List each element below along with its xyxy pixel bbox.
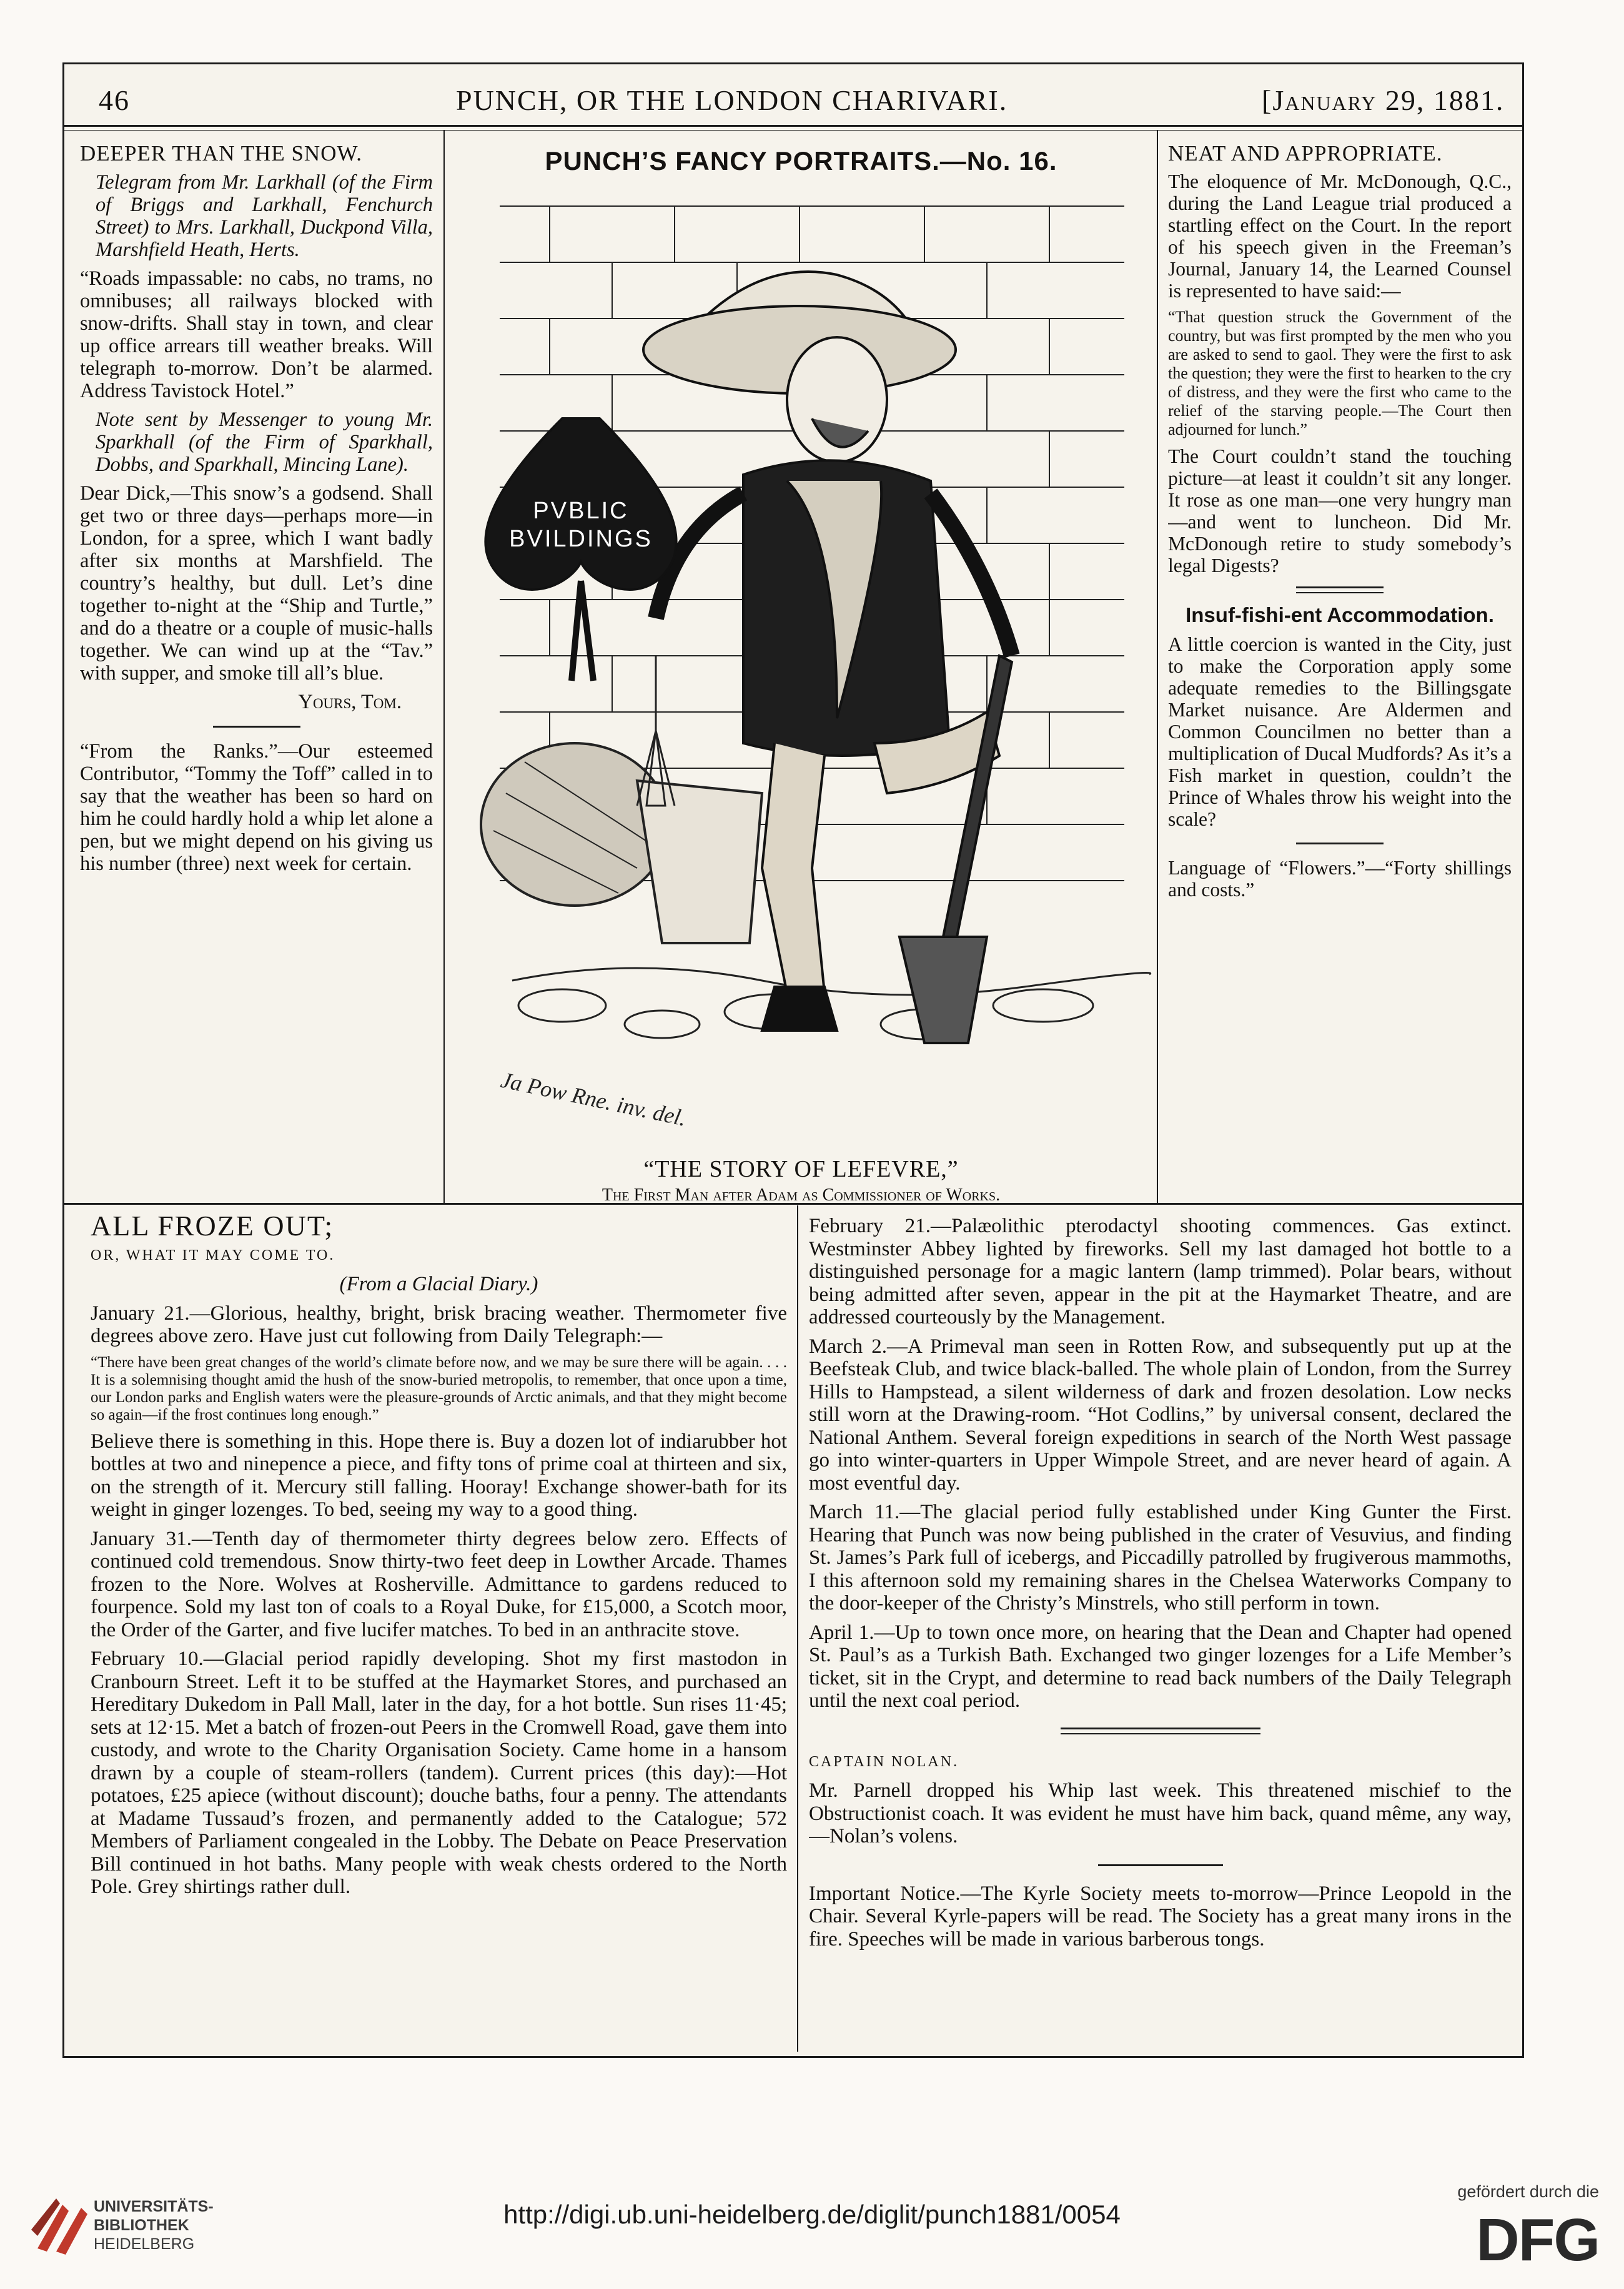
header-rule-thin: [62, 130, 1524, 131]
header-rule: [62, 125, 1524, 127]
note-body: Dear Dick,—This snow’s a godsend. Shall get two or three days—perhaps more—in London, for a spree, which I want badly after six months at Marshfield. The country’s healthy, but dull. Let’s dine together to-night at the “Ship and Turtle,” and do a theatre or a couple of music-halls together. We can wind up at the “Tav.” with supper, and smoke till all’s blue.: [80, 482, 433, 685]
accommodation-body: A little coercion is wanted in the City, just to make the Corporation apply some adequate remedies to the Billingsgate Market nuisance. Are Aldermen and Common Councilmen no better than a multiplication of Ducal Mudfords? As it’s a Fish market in question, couldn’t the Prince of Whales throw his weight into the scale?: [1168, 633, 1512, 830]
spade-sign: [485, 418, 676, 681]
funding-label: gefördert durch die: [1457, 2182, 1599, 2201]
library-line: BIBLIOTHEK: [94, 2217, 189, 2234]
divider: [1296, 843, 1384, 844]
neat-quote: “That question struck the Government of the country, but was first prompted by the men who you are asked to send to gaol. They were the first to ask the question; they were the first to hearken to the cry of distress, and they were the first who came to the relief of the starving people.—The Court then adjourned for lunch.”: [1168, 308, 1512, 438]
page-number: 46: [99, 84, 130, 116]
cartoon-panel: [450, 131, 1152, 1202]
library-line: UNIVERSITÄTS-: [94, 2198, 214, 2215]
diary-entry: April 1.—Up to town once more, on hearing that the Dean and Chapter had opened St. Paul’s as a Turkish Bath. Exchanged two ginger lozenges for a Life Member’s ticket, sit in the Crypt, and determine to read back numbers of the Daily Telegraph until the next coal period.: [809, 1621, 1512, 1712]
notice-paragraph: Important Notice.—The Kyrle Society meets to-morrow—Prince Leopold in the Chair. Several Kyrle-papers will be read. The Society has a great many irons in the fire. Speeches will be made in various barberous tongs.: [809, 1882, 1512, 1950]
diary-entry: February 21.—Palæolithic pterodactyl shooting commences. Gas extinct. Westminster Abbey lighted by fireworks. Sell my last damaged hot bottle to a distinguished personage for a magic lantern (lamp trimmed). Polar bears, without being admitted after seven, appear in the pit at the Haymarket Theatre, and are addressed courteously by the Management.: [809, 1215, 1512, 1328]
left-column: [80, 142, 433, 1204]
divider: [1061, 1728, 1260, 1729]
nolan-title: CAPTAIN NOLAN.: [809, 1753, 959, 1770]
cartoon-caption: “THE STORY OF LEFEVRE,”: [643, 1156, 959, 1182]
telegram-heading: Telegram from Mr. Larkhall (of the Firm of Briggs and Larkhall, Fenchurch Street) to Mrs. Larkhall, Duckpond Villa, Marshfield Heath, Herts.: [96, 171, 433, 261]
article-title: NEAT AND APPROPRIATE.: [1168, 142, 1443, 166]
note-heading: Note sent by Messenger to young Mr. Sparkhall (of the Firm of Sparkhall, Dobbs, and Sparkhall, Mincing Lane).: [96, 408, 433, 476]
issue-date: [January 29, 1881.: [1262, 84, 1505, 116]
neat-intro: The eloquence of Mr. McDonough, Q.C., during the Land League trial produced a startling effect on the Court. In the report of his speech given in the Freeman’s Journal, January 14, the Learned Counsel is represented to have said:—: [1168, 171, 1512, 302]
newspaper-page: [62, 62, 1524, 2058]
diary-entry: February 10.—Glacial period rapidly developing. Shot my first mastodon in Cranbourn Street. Left it to be stuffed at the Haymarket Stores, and purchased an Hereditary Dukedom in Pall Mall, later in the day, for a hot bottle. Sun rises 11·45; sets at 12·15. Met a batch of frozen-out Peers in the Cromwell Road, gave them into custody, and wrote to the Charity Organisation Society. Came home in a hansom drawn by a couple of steam-rollers (tandem). Current prices (this day):—Hot potatoes, £25 apiece (without discount); douche baths, four a penny. The attendants at Madame Tussaud’s frozen, and permanently added to the Catalogue; 572 Members of Parliament congealed in the Lobby. The Debate on Peace Preservation Bill continued in hot baths. Many people with weak chests ordered to the North Pole. Grey shirtings rather dull.: [91, 1648, 787, 1898]
right-column: [1168, 142, 1512, 1204]
artist-signature: Ja Pow Rne. inv. del.: [498, 1067, 689, 1131]
divider: [213, 726, 300, 728]
diary-entry: Believe there is something in this. Hope there is. Buy a dozen lot of indiarubber hot bottles at two and ninepence a piece, and fifty tons of prime coal at thirteen and six, on the strength of it. Mercury still falling. Hooray! Exchange shower-bath for its weight in ginger lozenges. To bed, seeing my way to a good thing.: [91, 1430, 787, 1521]
telegram-body: “Roads impassable: no cabs, no trams, no omnibuses; all railways blocked with snow-drifts. Shall stay in town, and clear up office arrears till weather breaks. Will telegraph to-morrow. Don’t be alarmed. Address Tavistock Hotel.”: [80, 267, 433, 402]
column-divider: [1157, 130, 1158, 1204]
froze-out-continued-column: [809, 1215, 1512, 2052]
source-url-link[interactable]: http://digi.ub.uni-heidelberg.de/diglit/punch1881/0054: [503, 2200, 1121, 2229]
dfg-logo: DFG: [1476, 2207, 1599, 2273]
accommodation-title: Insuf-fishi-ent Accommodation.: [1186, 603, 1494, 626]
ranks-paragraph: “From the Ranks.”—Our esteemed Contributor, “Tommy the Toff” called in to say that the weather has been so hard on him he could hardly hold a whip let alone a pen, but we might depend on his giving us his number (three) next week for certain.: [80, 740, 433, 875]
article-title: ALL FROZE OUT;: [91, 1215, 334, 1242]
cartoon-heading: PUNCH’S FANCY PORTRAITS.—No. 16.: [545, 146, 1057, 176]
divider: [1098, 1864, 1223, 1866]
diary-entry: January 21.—Glorious, healthy, bright, brisk bracing weather. Thermometer five degrees above zero. Have just cut following from Daily Telegraph:—: [91, 1302, 787, 1347]
column-divider: [443, 130, 445, 1204]
article-title: DEEPER THAN THE SNOW.: [80, 142, 363, 166]
spade-text-2: BVILDINGS: [509, 526, 653, 552]
diary-entry: March 2.—A Primeval man seen in Rotten Row, and subsequently put up at the Beefsteak Club, and twice black-balled. The whole plain of London, from the Surrey Hills to Hampstead, a silent wilderness of dark and frozen desolation. Low necks still worn at the Drawing-room. “Hot Codlins,” by universal consent, declared the National Anthem. Several foreign expeditions in search of the North West passage go into winter-quarters in Upper Wimpole Street, and are never heard of again. A most eventful day.: [809, 1335, 1512, 1495]
library-line: HEIDELBERG: [94, 2235, 195, 2253]
article-subtitle: OR, WHAT IT MAY COME TO.: [91, 1247, 335, 1263]
footer-bar: [0, 2173, 1624, 2289]
basket: [481, 743, 762, 943]
diary-entry: January 31.—Tenth day of thermometer thirty degrees below zero. Effects of continued cold tremendous. Snow thirty-two feet deep in Lowther Arcade. Thames frozen to the Nore. Wolves at Rosherville. Admittance to gardens reduced to fourpence. Sold my last ton of coals to a Royal Duke, for £15,000, a Scotch moor, the Order of the Garter, and five lucifer matches. To bed in an anthracite stove.: [91, 1527, 787, 1641]
nolan-body: Mr. Parnell dropped his Whip last week. This threatened mischief to the Obstructionist coach. It was evident he must have him back, quand même, any way,—Nolan’s volens.: [809, 1779, 1512, 1847]
flowers-paragraph: Language of “Flowers.”—“Forty shillings and costs.”: [1168, 857, 1512, 901]
signoff: Yours, Tom.: [298, 691, 402, 713]
column-divider: [797, 1205, 798, 2052]
telegraph-quote: “There have been great changes of the world’s climate before now, and we may be sure there will be again. . . . It is a solemnising thought amid the hush of the snow-buried metropolis, to remember, that once upon a time, our London parks and English waters were the pleasure-grounds of Arctic animals, and that they might become so again—if the frost continues long enough.”: [91, 1353, 787, 1423]
divider: [1296, 592, 1384, 593]
spade-text-1: PVBLIC: [533, 498, 629, 524]
article-source: (From a Glacial Diary.): [339, 1273, 538, 1295]
cartoon-illustration: [450, 181, 1152, 1155]
divider: [1061, 1733, 1260, 1734]
publication-title: PUNCH, OR THE LONDON CHARIVARI.: [456, 84, 1008, 116]
divider: [1296, 586, 1384, 588]
diary-entry: March 11.—The glacial period fully established under King Gunter the First. Hearing that Punch was now being published in the crater of Vesuvius, and finding St. James’s Park full of icebergs, and Piccadilly patrolled by frugiverous mammoths, I this afternoon sold my remaining shares in the Chelsea Waterworks Company to the door-keeper of the Christy’s Minstrels, who still perform in town.: [809, 1501, 1512, 1614]
neat-body: The Court couldn’t stand the touching picture—at least it couldn’t sit any longer. It rose as one man—one very hungry man—and went to luncheon. Did Mr. McDonough retire to study somebody’s legal Digests?: [1168, 445, 1512, 576]
froze-out-column: [91, 1215, 787, 2052]
cartoon-subcaption: The First Man after Adam as Commissioner of Works.: [602, 1185, 1001, 1202]
